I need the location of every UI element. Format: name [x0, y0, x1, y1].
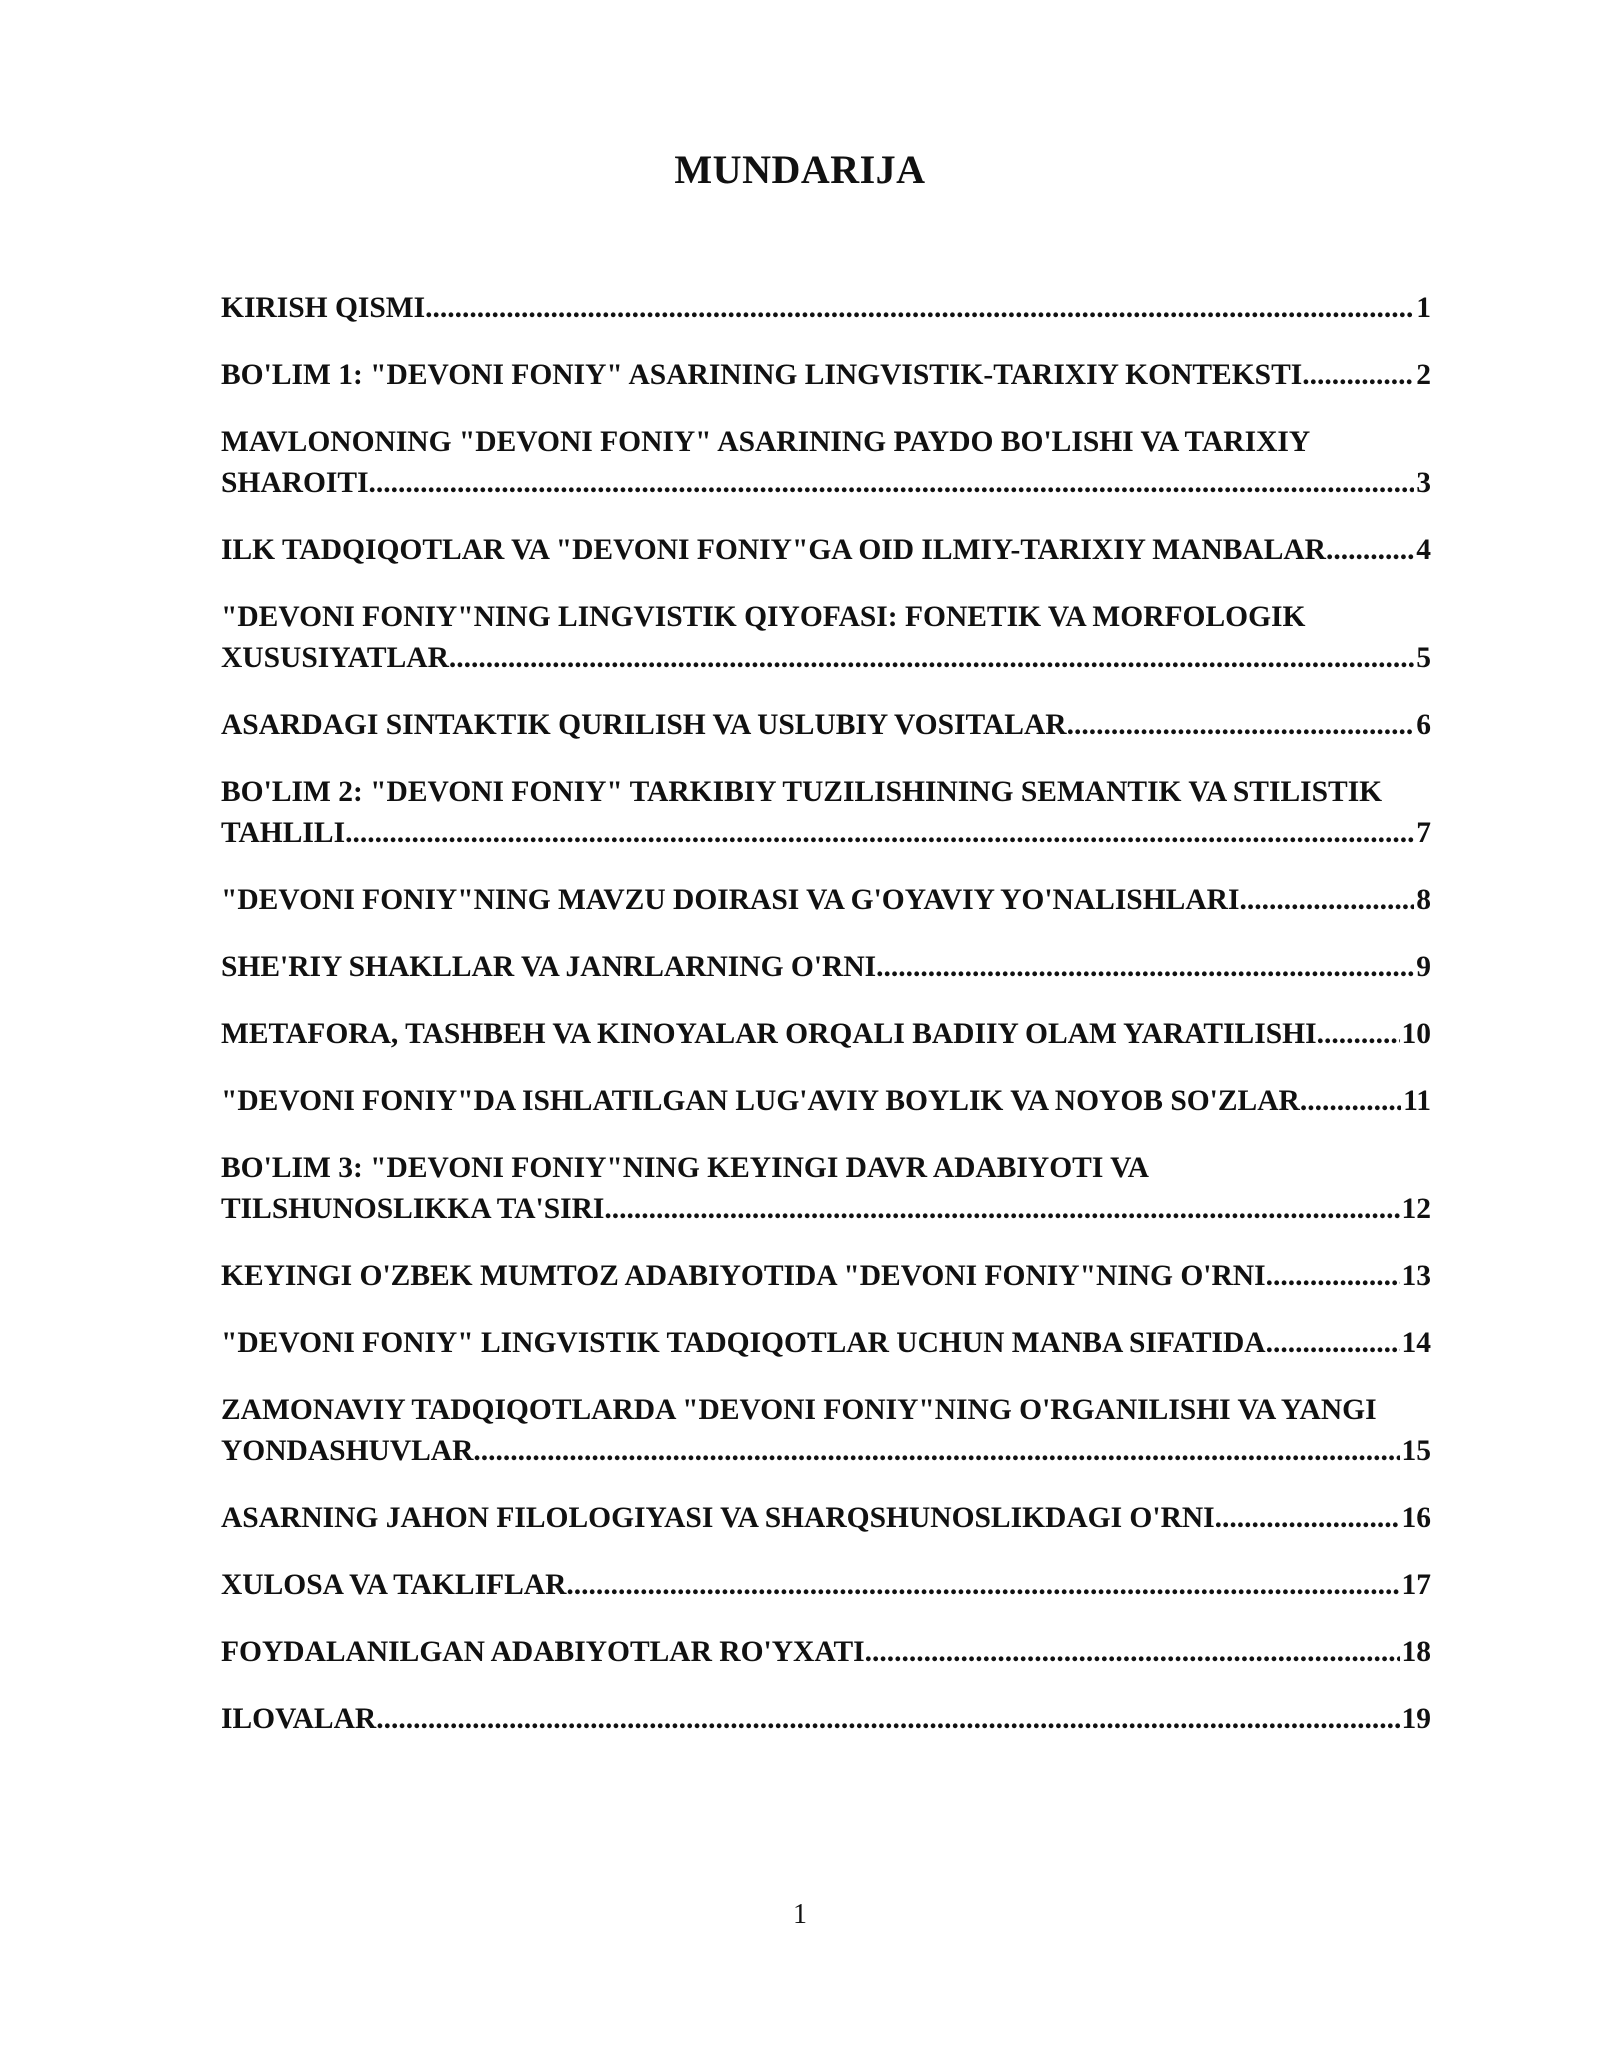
toc-entry-line — [221, 705, 1441, 746]
page-number: 1 — [793, 1899, 807, 1930]
toc-entry-line — [221, 463, 1441, 504]
toc-entry-title: SHAROITI — [221, 467, 369, 499]
toc-entry[interactable] — [221, 772, 1441, 854]
toc-entry-title: TAHLILI — [221, 817, 346, 849]
toc-leader-dots — [1266, 1256, 1400, 1297]
toc-entry-title-line: BO'LIM 3: "DEVONI FONIY"NING KEYINGI DAVR ADABIYOTI VA — [221, 1152, 1149, 1184]
page-title: MUNDARIJA — [674, 147, 926, 192]
toc-entry-title: TILSHUNOSLIKKA TA'SIRI — [221, 1193, 605, 1225]
toc-entry-title: "DEVONI FONIY"DA ISHLATILGAN LUG'AVIY BOYLIK VA NOYOB SO'ZLAR — [221, 1085, 1300, 1117]
toc-page-number: 10 — [1401, 1018, 1431, 1050]
toc-entry-title: "DEVONI FONIY" LINGVISTIK TADQIQOTLAR UCHUN MANBA SIFATIDA — [221, 1327, 1266, 1359]
toc-entry-line — [221, 1189, 1441, 1230]
toc-entry-title: YONDASHUVLAR — [221, 1435, 474, 1467]
toc-entry-line — [221, 1081, 1441, 1122]
toc-entry[interactable] — [221, 1699, 1441, 1740]
toc-leader-dots — [1266, 1323, 1400, 1364]
toc-entry-title: ASARNING JAHON FILOLOGIYASI VA SHARQSHUNOSLIKDAGI O'RNI — [221, 1502, 1215, 1534]
toc-entry-line — [221, 947, 1441, 988]
toc-page-number: 5 — [1416, 642, 1431, 674]
toc-leader-dots — [376, 1699, 1399, 1740]
toc-leader-dots — [876, 947, 1414, 988]
toc-entry-title: "DEVONI FONIY"NING MAVZU DOIRASI VA G'OYAVIY YO'NALISHLARI — [221, 884, 1240, 916]
toc-page-number: 19 — [1401, 1703, 1431, 1735]
toc-entry[interactable] — [221, 1323, 1441, 1364]
toc-entry-line — [221, 880, 1441, 921]
toc-leader-dots — [369, 463, 1415, 504]
toc-page-number: 14 — [1401, 1327, 1431, 1359]
toc-page-number: 4 — [1416, 534, 1431, 566]
toc-leader-dots — [473, 1431, 1399, 1472]
toc-entry-line — [221, 1632, 1441, 1673]
table-of-contents — [221, 288, 1441, 1766]
toc-entry[interactable] — [221, 1632, 1441, 1673]
toc-page-number: 16 — [1401, 1502, 1431, 1534]
toc-entry-title: FOYDALANILGAN ADABIYOTLAR RO'YXATI — [221, 1636, 865, 1668]
toc-page-number: 12 — [1401, 1193, 1431, 1225]
toc-page-number: 15 — [1401, 1435, 1431, 1467]
toc-leader-dots — [1317, 1014, 1400, 1055]
toc-entry-title: XULOSA VA TAKLIFLAR — [221, 1569, 567, 1601]
toc-leader-dots — [1215, 1498, 1400, 1539]
toc-page-number: 18 — [1401, 1636, 1431, 1668]
toc-entry-title-line: BO'LIM 2: "DEVONI FONIY" TARKIBIY TUZILISHINING SEMANTIK VA STILISTIK — [221, 776, 1383, 808]
toc-entry-line — [221, 355, 1441, 396]
toc-entry-title: SHE'RIY SHAKLLAR VA JANRLARNING O'RNI — [221, 951, 877, 983]
toc-entry-title-line: MAVLONONING "DEVONI FONIY" ASARINING PAYDO BO'LISHI VA TARIXIY — [221, 426, 1311, 458]
toc-entry[interactable] — [221, 880, 1441, 921]
toc-entry[interactable] — [221, 288, 1441, 329]
toc-page-number: 1 — [1416, 292, 1431, 324]
toc-page-number: 2 — [1416, 359, 1431, 391]
toc-entry[interactable] — [221, 1256, 1441, 1297]
toc-entry[interactable] — [221, 422, 1441, 504]
toc-entry-line — [221, 1323, 1441, 1364]
toc-leader-dots — [865, 1632, 1400, 1673]
toc-page-number: 7 — [1416, 817, 1431, 849]
toc-entry-line — [221, 1565, 1441, 1606]
toc-entry-title: XUSUSIYATLAR — [221, 642, 449, 674]
toc-entry[interactable] — [221, 1014, 1441, 1055]
toc-page-number: 13 — [1401, 1260, 1431, 1292]
toc-leader-dots — [566, 1565, 1399, 1606]
toc-page-number: 8 — [1416, 884, 1431, 916]
toc-entry-line — [221, 1431, 1441, 1472]
toc-leader-dots — [1302, 355, 1414, 396]
toc-page-number: 11 — [1403, 1085, 1431, 1117]
toc-page-number: 3 — [1416, 467, 1431, 499]
toc-entry-line — [221, 1498, 1441, 1539]
toc-entry-title: ILK TADQIQOTLAR VA "DEVONI FONIY"GA OID ILMIY-TARIXIY MANBALAR. — [221, 534, 1334, 566]
toc-leader-dots — [1333, 530, 1414, 571]
toc-entry[interactable] — [221, 1390, 1441, 1472]
toc-entry[interactable] — [221, 597, 1441, 679]
toc-entry-title: ASARDAGI SINTAKTIK QURILISH VA USLUBIY VOSITALAR — [221, 709, 1067, 741]
toc-page-number: 9 — [1416, 951, 1431, 983]
toc-entry-line — [221, 638, 1441, 679]
toc-entry-line — [221, 530, 1441, 571]
toc-leader-dots — [425, 288, 1414, 329]
toc-entry-line — [221, 1699, 1441, 1740]
toc-entry-title: KEYINGI O'ZBEK MUMTOZ ADABIYOTIDA "DEVONI FONIY"NING O'RNI — [221, 1260, 1266, 1292]
toc-entry-line — [221, 288, 1441, 329]
toc-entry[interactable] — [221, 1498, 1441, 1539]
toc-entry[interactable] — [221, 1148, 1441, 1230]
toc-leader-dots — [449, 638, 1414, 679]
toc-entry[interactable] — [221, 1081, 1441, 1122]
toc-leader-dots — [604, 1189, 1399, 1230]
toc-leader-dots — [1239, 880, 1414, 921]
toc-entry-title-line: ZAMONAVIY TADQIQOTLARDA "DEVONI FONIY"NING O'RGANILISHI VA YANGI — [221, 1394, 1377, 1426]
toc-leader-dots — [1300, 1081, 1401, 1122]
toc-entry-title: METAFORA, TASHBEH VA KINOYALAR ORQALI BADIIY OLAM YARATILISHI — [221, 1018, 1317, 1050]
toc-entry-line — [221, 1014, 1441, 1055]
toc-page-number: 6 — [1416, 709, 1431, 741]
toc-entry-line — [221, 813, 1441, 854]
toc-leader-dots — [1067, 705, 1415, 746]
toc-page-number: 17 — [1401, 1569, 1431, 1601]
toc-entry[interactable] — [221, 705, 1441, 746]
toc-entry[interactable] — [221, 530, 1441, 571]
toc-entry[interactable] — [221, 355, 1441, 396]
toc-entry-title: ILOVALAR — [221, 1703, 377, 1735]
toc-leader-dots — [345, 813, 1414, 854]
toc-entry-title: KIRISH QISMI — [221, 292, 426, 324]
toc-entry[interactable] — [221, 947, 1441, 988]
toc-entry[interactable] — [221, 1565, 1441, 1606]
toc-entry-title-line: "DEVONI FONIY"NING LINGVISTIK QIYOFASI: FONETIK VA MORFOLOGIK — [221, 601, 1306, 633]
toc-entry-title: BO'LIM 1: "DEVONI FONIY" ASARINING LINGVISTIK-TARIXIY KONTEKSTI — [221, 359, 1303, 391]
toc-entry-line — [221, 1256, 1441, 1297]
